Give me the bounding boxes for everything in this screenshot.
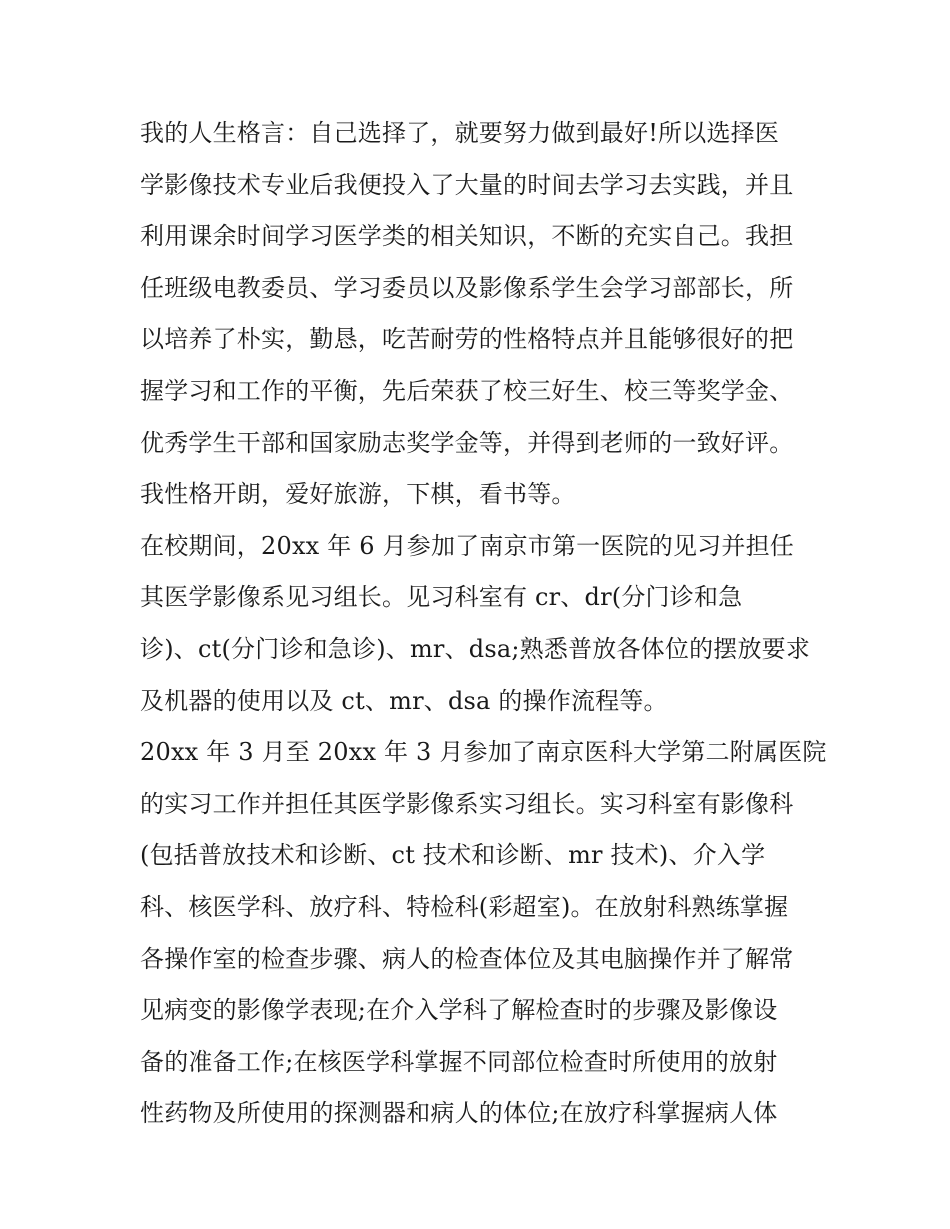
- text-line: (包括普放技术和诊断、ct 技术和诊断、mr 技术)、介入学: [140, 841, 766, 870]
- text-line: 及机器的使用以及 ct、mr、dsa 的操作流程等。: [140, 686, 668, 715]
- text-line: 任班级电教委员、学习委员以及影像系学生会学习部部长，所: [140, 273, 794, 302]
- text-line: 科、核医学科、放疗科、特检科(彩超室)。在放射科熟练掌握: [140, 892, 789, 921]
- text-line: 各操作室的检查步骤、病人的检查体位及其电脑操作并了解常: [140, 944, 794, 973]
- text-line: 利用课余时间学习医学类的相关知识，不断的充实自己。我担: [140, 222, 794, 251]
- text-line: 优秀学生干部和国家励志奖学金等，并得到老师的一致好评。: [140, 428, 794, 457]
- text-line: 20xx 年 3 月至 20xx 年 3 月参加了南京医科大学第二附属医院: [140, 738, 827, 767]
- text-line: 我性格开朗，爱好旅游，下棋，看书等。: [140, 480, 576, 509]
- text-line: 在校期间，20xx 年 6 月参加了南京市第一医院的见习并担任: [140, 531, 794, 560]
- text-line: 以培养了朴实，勤恳，吃苦耐劳的性格特点并且能够很好的把: [140, 325, 794, 354]
- text-line: 我的人生格言：自己选择了，就要努力做到最好!所以选择医: [140, 119, 780, 147]
- text-line: 性药物及所使用的探测器和病人的体位;在放疗科掌握病人体: [140, 1099, 778, 1128]
- text-line: 的实习工作并担任其医学影像系实习组长。实习科室有影像科: [140, 789, 794, 818]
- text-line: 其医学影像系见习组长。见习科室有 cr、dr(分门诊和急: [140, 583, 743, 612]
- text-line: 见病变的影像学表现;在介入学科了解检查时的步骤及影像设: [140, 996, 778, 1025]
- text-line: 学影像技术专业后我便投入了大量的时间去学习去实践，并且: [140, 170, 794, 199]
- text-line: 诊)、ct(分门诊和急诊)、mr、dsa;熟悉普放各体位的摆放要求: [140, 634, 811, 663]
- text-line: 握学习和工作的平衡，先后荣获了校三好生、校三等奖学金、: [140, 376, 794, 405]
- document-body: [140, 108, 827, 1140]
- text-line: 备的准备工作;在核医学科掌握不同部位检查时所使用的放射: [140, 1047, 778, 1076]
